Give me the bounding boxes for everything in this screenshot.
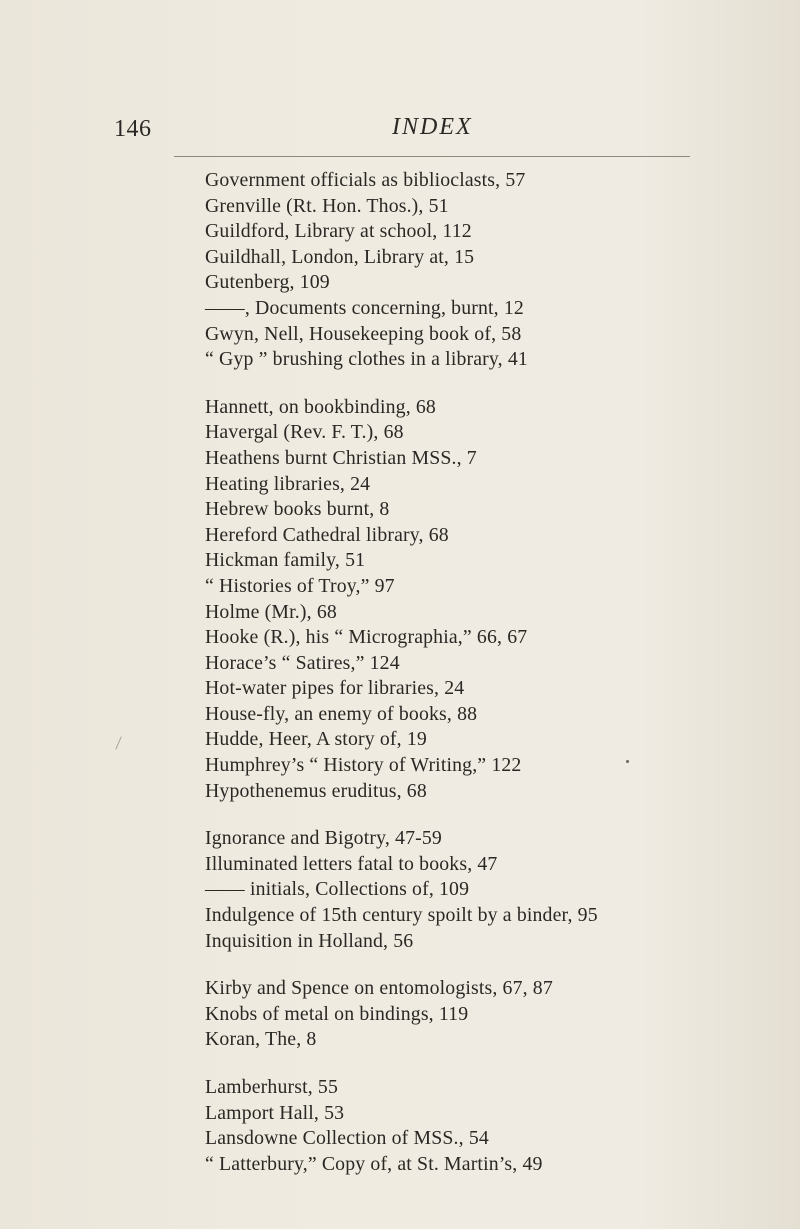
index-entry: Horace’s “ Satires,” 124 bbox=[205, 651, 400, 674]
index-entry: Hannett, on bookbinding, 68 bbox=[205, 395, 436, 418]
index-entry: Hudde, Heer, A story of, 19 bbox=[205, 728, 427, 751]
index-section-k bbox=[205, 976, 790, 1053]
index-entry: Humphrey’s “ History of Writing,” 122 bbox=[205, 754, 522, 777]
index-entry: “ Latterbury,” Copy of, at St. Martin’s, 49 bbox=[205, 1152, 543, 1175]
index-entry: Lamberhurst, 55 bbox=[205, 1076, 338, 1098]
index-entry: Heathens burnt Christian MSS., 7 bbox=[205, 446, 477, 469]
index-entry: Hooke (R.), his “ Micrographia,” 66, 67 bbox=[205, 626, 528, 649]
index-entry: Havergal (Rev. F. T.), 68 bbox=[205, 421, 404, 444]
index-entry: —— initials, Collections of, 109 bbox=[205, 878, 470, 901]
header-rule bbox=[174, 156, 690, 157]
index-section-i bbox=[205, 826, 790, 954]
index-entry: Hebrew books burnt, 8 bbox=[205, 498, 390, 521]
index-entry: ——, Documents concerning, burnt, 12 bbox=[205, 296, 524, 319]
index-entry: Gutenberg, 109 bbox=[205, 271, 330, 294]
index-entry: Knobs of metal on bindings, 119 bbox=[205, 1002, 469, 1025]
index-entry: Koran, The, 8 bbox=[205, 1028, 317, 1051]
index-entry: Lamport Hall, 53 bbox=[205, 1101, 345, 1124]
index-entry: Heating libraries, 24 bbox=[205, 472, 371, 495]
index-entry: Grenville (Rt. Hon. Thos.), 51 bbox=[205, 194, 449, 217]
index-entry: Illuminated letters fatal to books, 47 bbox=[205, 852, 498, 875]
index-entry: Gwyn, Nell, Housekeeping book of, 58 bbox=[205, 322, 522, 345]
index-entry: Holme (Mr.), 68 bbox=[205, 600, 337, 623]
index-entry: Guildhall, London, Library at, 15 bbox=[205, 245, 475, 268]
index-entry: Indulgence of 15th century spoilt by a binder, 95 bbox=[205, 904, 598, 927]
ink-speck bbox=[626, 760, 629, 763]
index-body bbox=[205, 168, 790, 1199]
index-entry: “ Histories of Troy,” 97 bbox=[205, 574, 395, 597]
index-entry: Kirby and Spence on entomologists, 67, 87 bbox=[205, 977, 553, 1000]
index-entry: Hickman family, 51 bbox=[205, 549, 366, 572]
index-entry: Inquisition in Holland, 56 bbox=[205, 929, 414, 952]
index-section-l bbox=[205, 1075, 790, 1177]
running-head: INDEX bbox=[392, 114, 473, 140]
index-entry: Guildford, Library at school, 112 bbox=[205, 220, 472, 243]
index-section-g bbox=[205, 168, 790, 373]
index-entry: Government officials as biblioclasts, 57 bbox=[205, 169, 526, 191]
index-entry: Hypothenemus eruditus, 68 bbox=[205, 779, 427, 802]
index-entry: Ignorance and Bigotry, 47-59 bbox=[205, 827, 442, 850]
index-entry: “ Gyp ” brushing clothes in a library, 41 bbox=[205, 348, 528, 371]
index-entry: Hot-water pipes for libraries, 24 bbox=[205, 677, 465, 700]
index-entry: Hereford Cathedral library, 68 bbox=[205, 523, 449, 546]
index-section-h bbox=[205, 395, 790, 805]
index-entry: Lansdowne Collection of MSS., 54 bbox=[205, 1127, 489, 1150]
page-number: 146 bbox=[114, 116, 152, 142]
index-entry: House-fly, an enemy of books, 88 bbox=[205, 702, 478, 725]
